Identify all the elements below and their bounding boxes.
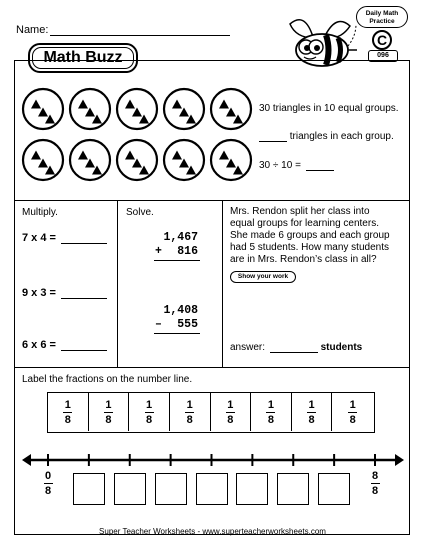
groups-prompt-text: triangles in each group. [289, 131, 394, 142]
division-equation [259, 160, 334, 171]
page-title: Math Buzz [32, 47, 134, 69]
fraction-bar-line [266, 412, 275, 413]
fraction-bar-line [371, 483, 380, 484]
badge-number: 096 [368, 50, 398, 62]
triangle-group [70, 140, 110, 180]
triangle-group [164, 89, 204, 129]
minuend: 1,408 [163, 304, 198, 317]
sum-line [154, 260, 200, 261]
fraction-answer-box[interactable] [196, 473, 228, 505]
groups-prompt [259, 131, 394, 142]
divider [117, 200, 118, 367]
fraction-cell [48, 393, 89, 431]
fraction-bar-line [104, 412, 113, 413]
fraction-cell [211, 393, 252, 431]
fraction-answer-box[interactable] [73, 473, 105, 505]
fraction-bar [47, 392, 375, 433]
end-numerator: 8 [371, 470, 379, 482]
footer: Super Teacher Worksheets - www.superteacherworksheets.com [99, 527, 326, 536]
answer-blank[interactable] [61, 233, 107, 244]
triangle-group [211, 89, 251, 129]
multiply-problem-text: 6 x 6 = [22, 339, 56, 351]
divider [222, 200, 223, 367]
fraction-denominator: 8 [64, 413, 71, 426]
fraction-bar-line [226, 412, 235, 413]
end-fraction [367, 470, 383, 497]
fraction-denominator: 8 [105, 413, 112, 426]
fraction-bar-line [44, 483, 53, 484]
plus-sign: + [155, 245, 162, 258]
badge-line-2: Practice [369, 18, 395, 25]
name-label: Name: [16, 24, 49, 36]
triangle-group [23, 89, 63, 129]
groups-statement: 30 triangles in 10 equal groups. [259, 103, 399, 114]
solve-label: Solve. [126, 207, 154, 218]
fraction-numerator: 1 [186, 398, 193, 411]
fraction-answer-box[interactable] [236, 473, 268, 505]
subtrahend: 555 [177, 318, 198, 331]
answer-blank[interactable] [306, 161, 334, 171]
multiply-problem-text: 7 x 4 = [22, 232, 56, 244]
fraction-numerator: 1 [105, 398, 112, 411]
fraction-cell [251, 393, 292, 431]
word-problem-line: are in Mrs. Rendon’s class in all? [230, 254, 377, 265]
number-line [18, 448, 408, 472]
fraction-denominator: 8 [146, 413, 153, 426]
triangle-group [117, 140, 157, 180]
answer-unit: students [320, 342, 363, 353]
triangle-group [211, 140, 251, 180]
fraction-cell [332, 393, 373, 431]
fraction-denominator: 8 [349, 413, 356, 426]
badge-letter: C [372, 30, 392, 50]
fraction-bar-line [185, 412, 194, 413]
fraction-cell [89, 393, 130, 431]
daily-math-badge [356, 6, 408, 28]
arrow-icon [395, 454, 404, 466]
fraction-denominator: 8 [267, 413, 274, 426]
answer-blank[interactable] [270, 343, 318, 353]
minus-sign: – [155, 318, 162, 331]
triangle-group [164, 140, 204, 180]
fraction-numerator: 1 [64, 398, 71, 411]
fraction-denominator: 8 [308, 413, 315, 426]
answer-row [230, 342, 362, 353]
multiply-problem [22, 232, 107, 244]
answer-blank[interactable] [61, 340, 107, 351]
answer-label: answer: [230, 342, 266, 353]
fraction-numerator: 1 [267, 398, 274, 411]
triangle-group [23, 140, 63, 180]
fraction-answer-box[interactable] [277, 473, 309, 505]
answer-blank[interactable] [61, 288, 107, 299]
word-problem-line: She made 6 groups and each group [230, 230, 390, 241]
triangle-groups [20, 86, 255, 186]
show-your-work-button[interactable]: Show your work [230, 271, 296, 283]
name-field-line[interactable] [50, 35, 230, 36]
fraction-cell [129, 393, 170, 431]
fraction-numerator: 1 [308, 398, 315, 411]
fraction-bar-line [348, 412, 357, 413]
word-problem-line: had 5 students. How many students [230, 242, 389, 253]
fraction-cell [170, 393, 211, 431]
fractions-instruction: Label the fractions on the number line. [22, 374, 193, 385]
fraction-bar-line [307, 412, 316, 413]
addend-bottom: 816 [177, 245, 198, 258]
fraction-answer-box[interactable] [155, 473, 187, 505]
start-fraction [40, 470, 56, 497]
end-denominator: 8 [371, 485, 379, 497]
multiply-label: Multiply. [22, 207, 58, 218]
fraction-numerator: 1 [146, 398, 153, 411]
divider [14, 200, 410, 201]
fraction-bar-line [145, 412, 154, 413]
word-problem-line: equal groups for learning centers. [230, 218, 379, 229]
fraction-answer-box[interactable] [318, 473, 350, 505]
fraction-denominator: 8 [186, 413, 193, 426]
multiply-problem [22, 287, 107, 299]
multiply-problem-text: 9 x 3 = [22, 287, 56, 299]
division-equation-text: 30 ÷ 10 = [259, 160, 301, 171]
addend-top: 1,467 [163, 231, 198, 244]
triangle-group [70, 89, 110, 129]
triangle-group [117, 89, 157, 129]
fraction-numerator: 1 [227, 398, 234, 411]
badge-line-1: Daily Math [365, 10, 399, 17]
difference-line [154, 333, 200, 334]
fraction-numerator: 1 [349, 398, 356, 411]
divider [14, 367, 410, 368]
word-problem [230, 206, 390, 266]
word-problem-line: Mrs. Rendon split her class into [230, 206, 370, 217]
fraction-denominator: 8 [227, 413, 234, 426]
start-numerator: 0 [44, 470, 52, 482]
fraction-answer-box[interactable] [114, 473, 146, 505]
fraction-bar-line [63, 412, 72, 413]
arrow-icon [22, 454, 31, 466]
answer-blank[interactable] [259, 132, 287, 142]
start-denominator: 8 [44, 485, 52, 497]
fraction-cell [292, 393, 333, 431]
multiply-problem [22, 339, 107, 351]
